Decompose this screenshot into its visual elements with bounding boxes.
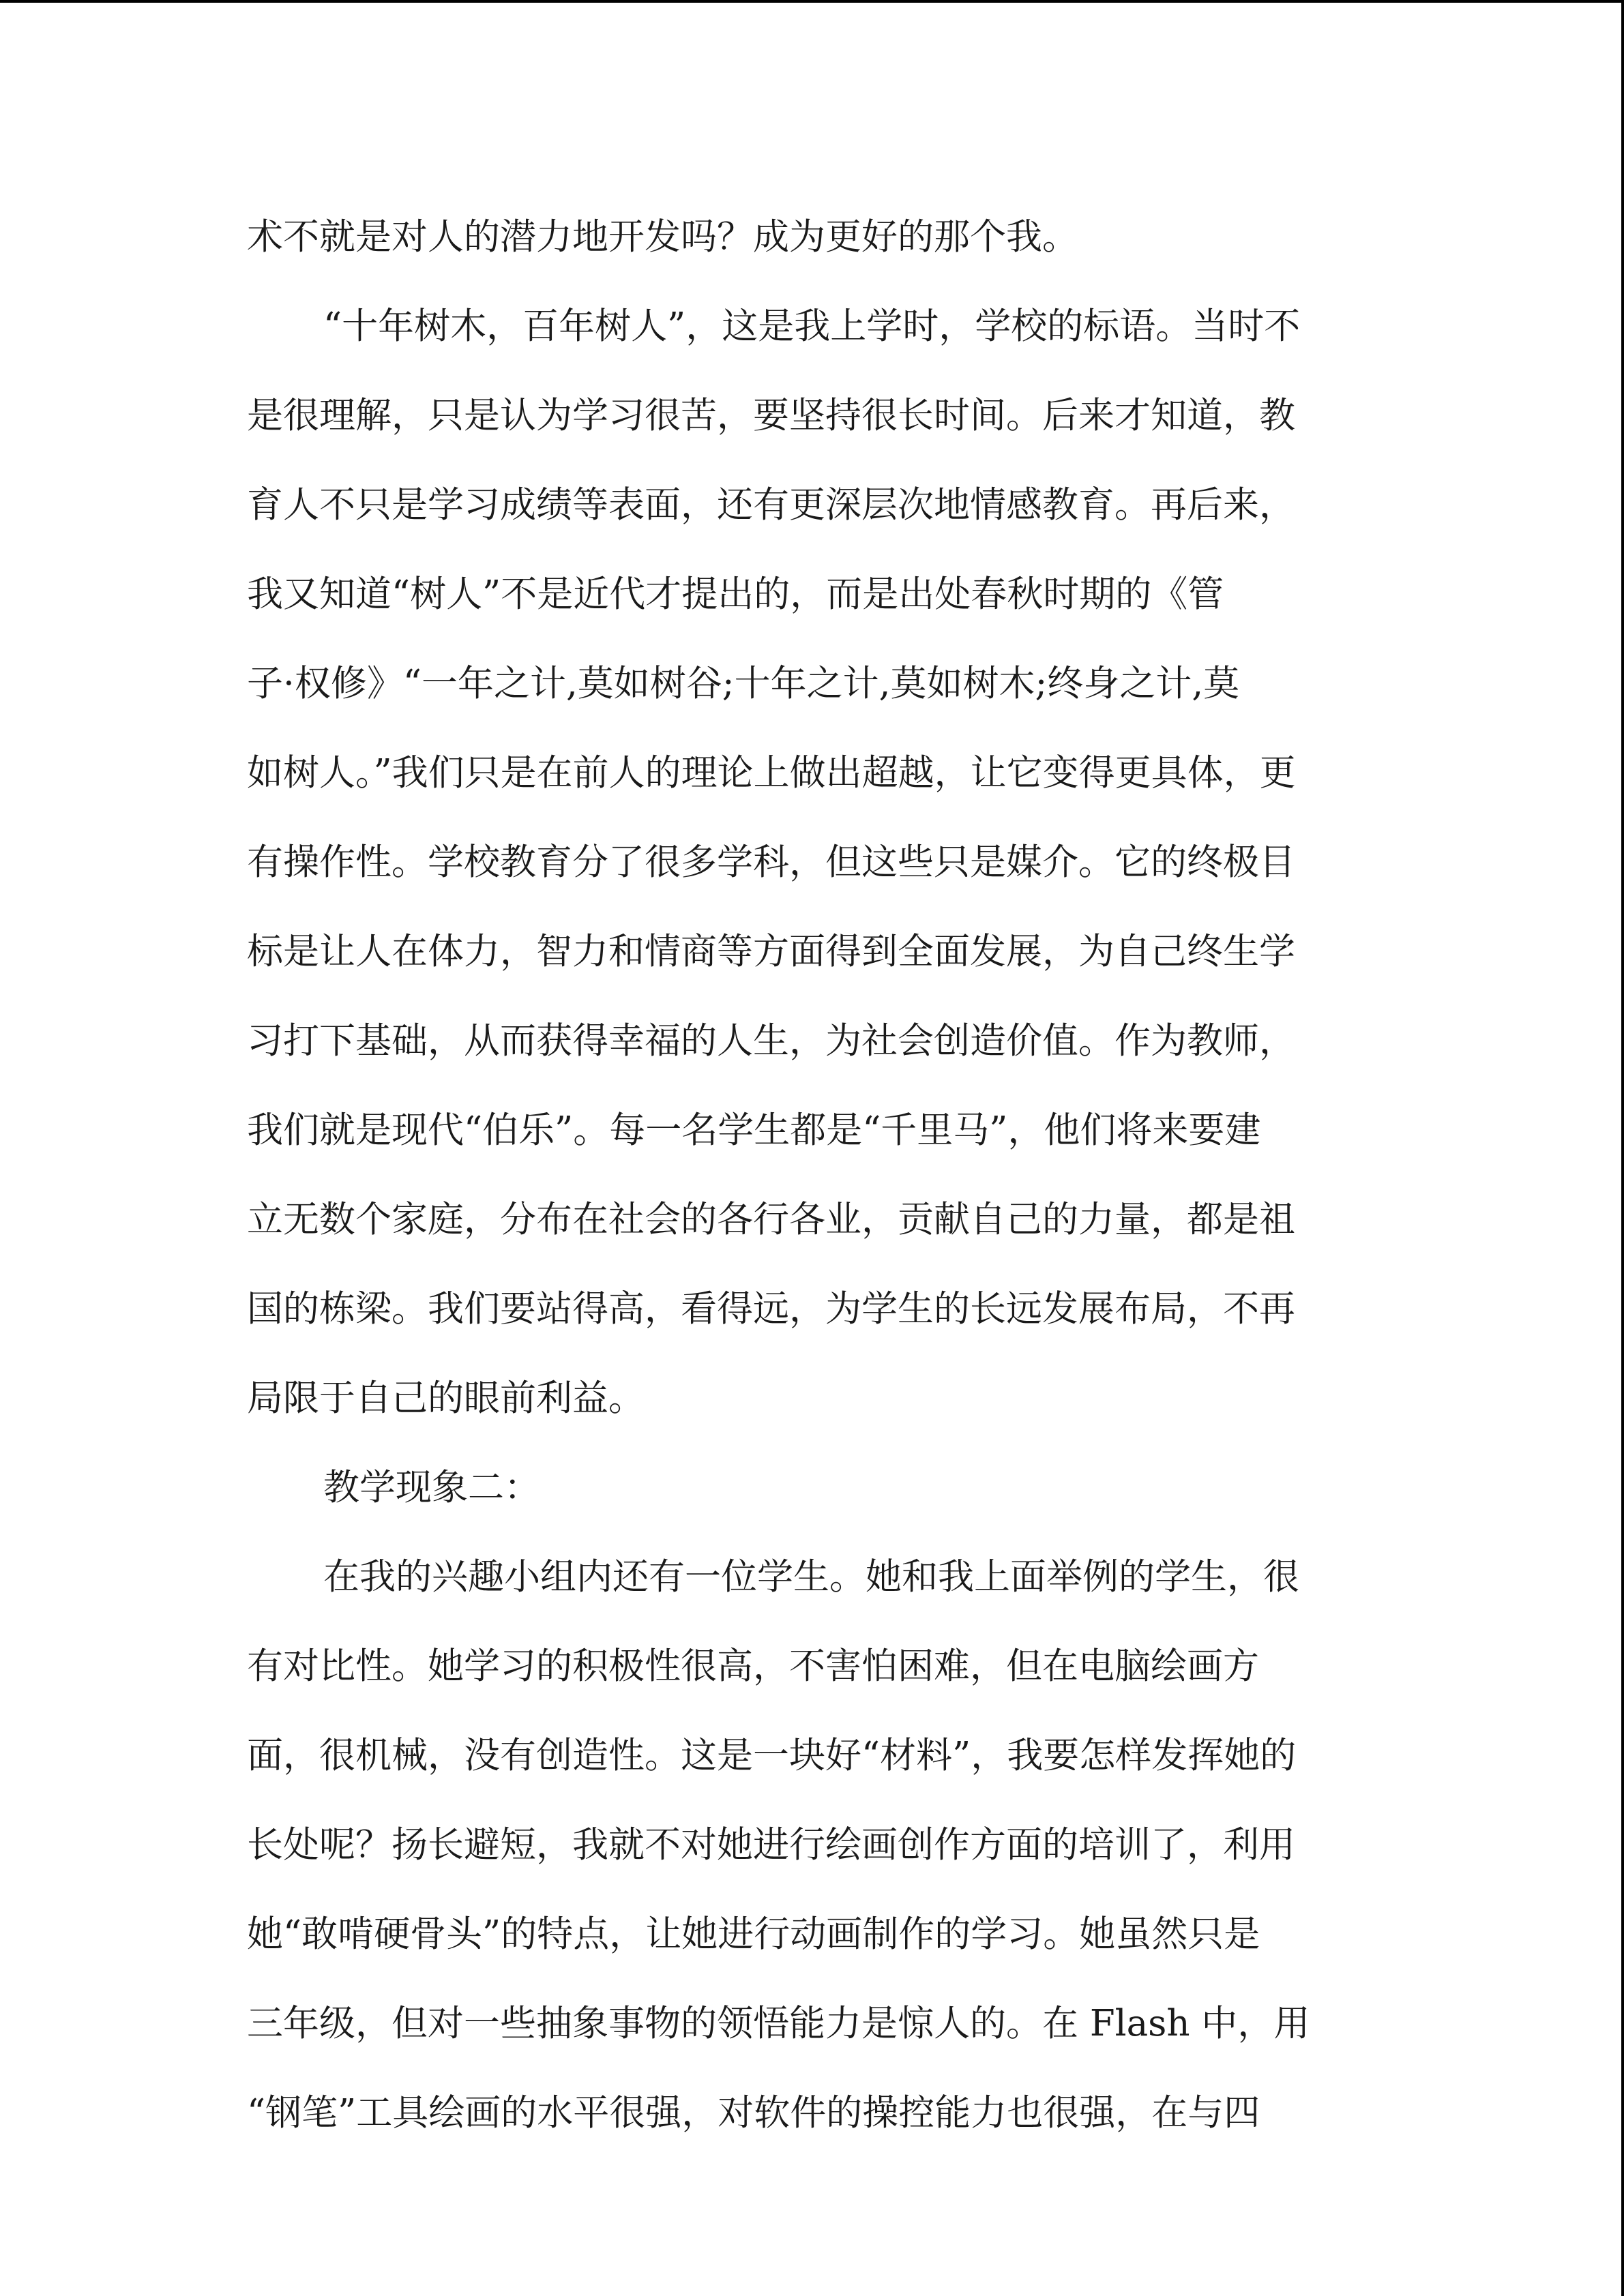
text-line-20: 她“敢啃硬骨头”的特点，让她进行动画制作的学习。她虽然只是 bbox=[247, 1913, 1260, 1955]
page-right-border bbox=[1621, 0, 1624, 2296]
text-line-21: 三年级，但对一些抽象事物的领悟能力是惊人的。在 Flash 中，用 bbox=[247, 2003, 1310, 2044]
document-body bbox=[247, 192, 1372, 2158]
text-line-18: 面，很机械，没有创造性。这是一块好“材料”，我要怎样发挥她的 bbox=[247, 1735, 1297, 1776]
text-line-9: 标是让人在体力，智力和情商等方面得到全面发展，为自己终生学 bbox=[247, 931, 1295, 972]
text-line-13: 国的栋梁。我们要站得高，看得远，为学生的长远发展布局，不再 bbox=[247, 1288, 1295, 1330]
text-line-6: 子·权修》“一年之计,莫如树谷;十年之计,莫如树木;终身之计,莫 bbox=[247, 663, 1240, 704]
text-line-3: 是很理解，只是认为学习很苦，要坚持很长时间。后来才知道，教 bbox=[247, 395, 1295, 436]
text-line-12: 立无数个家庭，分布在社会的各行各业，贡献自己的力量，都是祖 bbox=[247, 1199, 1295, 1240]
text-line-5: 我又知道“树人”不是近代才提出的，而是出处春秋时期的《管 bbox=[247, 573, 1224, 615]
text-line-7: 如树人。”我们只是在前人的理论上做出超越，让它变得更具体，更 bbox=[247, 752, 1296, 794]
page-top-border bbox=[0, 0, 1624, 3]
text-line-10: 习打下基础，从而获得幸福的人生，为社会创造价值。作为教师， bbox=[247, 1020, 1295, 1062]
text-line-4: 育人不只是学习成绩等表面，还有更深层次地情感教育。再后来， bbox=[247, 484, 1295, 526]
text-line-11: 我们就是现代“伯乐”。每一名学生都是“千里马”，他们将来要建 bbox=[247, 1109, 1261, 1151]
text-line-1: 术不就是对人的潜力地开发吗？成为更好的那个我。 bbox=[247, 216, 1078, 258]
section-heading: 教学现象二： bbox=[323, 1467, 540, 1508]
text-line-19: 长处呢？扬长避短，我就不对她进行绘画创作方面的培训了，利用 bbox=[247, 1824, 1295, 1866]
text-line-8: 有操作性。学校教育分了很多学科，但这些只是媒介。它的终极目 bbox=[247, 841, 1295, 883]
text-line-22: “钢笔”工具绘画的水平很强，对软件的操控能力也很强，在与四 bbox=[247, 2092, 1260, 2134]
text-line-2: “十年树木，百年树人”，这是我上学时，学校的标语。当时不 bbox=[323, 305, 1301, 347]
text-line-16: 在我的兴趣小组内还有一位学生。她和我上面举例的学生，很 bbox=[323, 1556, 1299, 1598]
text-line-14: 局限于自己的眼前利益。 bbox=[247, 1377, 645, 1419]
text-line-17: 有对比性。她学习的积极性很高，不害怕困难，但在电脑绘画方 bbox=[247, 1645, 1259, 1687]
